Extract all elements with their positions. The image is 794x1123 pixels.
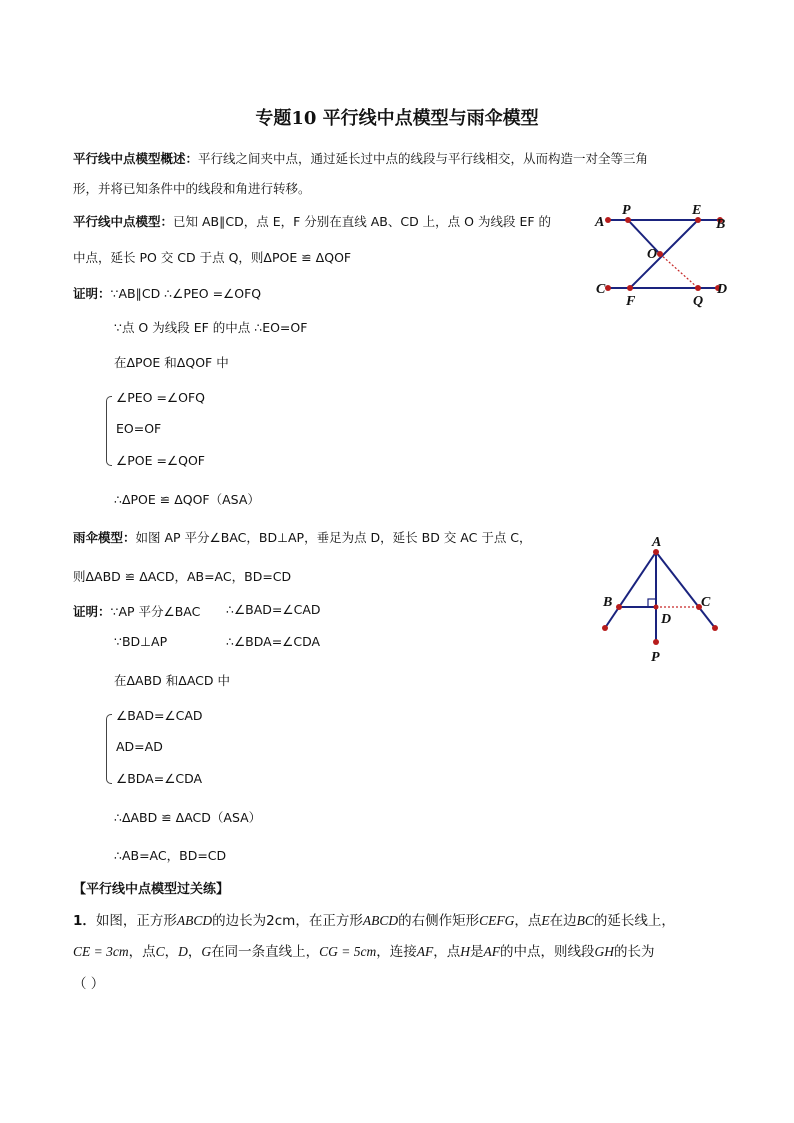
q1-abcd: ABCD: [176, 913, 213, 928]
q1-text-d: 的右侧作矩形: [398, 913, 480, 929]
model1-proof-1-text: ∵AB∥CD ∴∠PEO =∠OFQ: [110, 286, 262, 301]
q1-af-2: AF: [483, 944, 500, 959]
model1-cond-3: ∠POE =∠QOF: [116, 453, 206, 468]
q1-abcd-2: ABCD: [362, 913, 399, 928]
model2-cond-1: ∠BAD=∠CAD: [116, 708, 203, 723]
label-P: P: [622, 203, 631, 218]
q1-text-a: 如图，正方形: [95, 913, 177, 929]
label-D2: D: [661, 612, 672, 627]
q1-af: AF: [416, 944, 434, 959]
model2-text-1: 如图 AP 平分∠BAC，BD⊥AP，垂足为点 D，延长 BD 交 AC 于点 C，: [135, 530, 532, 545]
q1-point-h: H: [460, 944, 470, 959]
model2-proof-2b: ∴∠BDA=∠CDA: [226, 634, 321, 649]
q1-cg: CG = 5cm: [319, 944, 377, 959]
q1-point-g: G: [201, 944, 212, 959]
q1-text-f: 在边: [549, 913, 577, 929]
practice-heading: 【平行线中点模型过关练】: [73, 882, 230, 897]
label-B2: B: [603, 595, 613, 610]
label-C2: C: [701, 595, 711, 610]
intro-text-1: 平行线之间夹中点，通过延长过中点的线段与平行线相交，从而构造一对全等三角: [198, 151, 649, 166]
model2-in-triangle: 在ΔABD 和ΔACD 中: [114, 673, 230, 688]
model2-proof-1b: ∴∠BAD=∠CAD: [226, 602, 321, 617]
q1-text-k: ，点: [433, 944, 461, 960]
page-title: 专题10 平行线中点模型与雨伞模型: [255, 108, 539, 129]
intro-line-1: [73, 149, 648, 167]
q1-text-e: ，点: [514, 913, 542, 929]
model1-brace: [106, 396, 112, 466]
model1-proof-2: ∵点 O 为线段 EF 的中点 ∴EO=OF: [114, 320, 308, 335]
model1-label: 平行线中点模型：: [73, 214, 174, 229]
question-1-number: 1．: [73, 913, 96, 929]
model2-conclusion-2: ∴AB=AC，BD=CD: [114, 848, 227, 863]
q1-bc: BC: [576, 913, 594, 928]
segment-ef: [630, 220, 698, 288]
question-1-line-1: [73, 909, 675, 929]
model1-line-1: [73, 212, 551, 230]
intro-line-2: 形，并将已知条件中的线段和角进行转移。: [73, 181, 311, 196]
model2-proof-label: 证明：: [73, 604, 111, 619]
intro-label: 平行线中点模型概述：: [73, 151, 199, 166]
model1-proof-label: 证明：: [73, 286, 111, 301]
model2-cond-2: AD=AD: [116, 739, 163, 754]
q1-cefg: CEFG: [479, 913, 515, 928]
q1-sep-1: ，: [164, 944, 179, 960]
q1-gh: GH: [594, 944, 614, 959]
label-C: C: [596, 282, 606, 297]
model2-line-1: [73, 528, 532, 546]
q1-text-l: 是: [469, 944, 484, 960]
label-Q: Q: [693, 294, 704, 309]
question-1-answer-paren: （ ）: [73, 976, 105, 992]
model2-proof-1: [73, 602, 200, 620]
model2-line-2: 则ΔABD ≌ ΔACD，AB=AC，BD=CD: [73, 569, 292, 584]
model2-label: 雨伞模型：: [73, 530, 136, 545]
q1-text-j: ，连接: [376, 944, 417, 960]
label-A2: A: [652, 535, 662, 550]
model2-brace: [106, 714, 112, 784]
model2-cond-3: ∠BDA=∠CDA: [116, 771, 203, 786]
label-F: F: [626, 294, 636, 309]
label-B: B: [716, 217, 726, 232]
model1-cond-1: ∠PEO =∠OFQ: [116, 390, 206, 405]
model1-conclusion: ∴ΔPOE ≌ ΔQOF（ASA）: [114, 492, 260, 507]
model2-proof-2a: ∵BD⊥AP: [114, 634, 168, 649]
model2-proof-1a: ∵AP 平分∠BAC: [110, 604, 201, 619]
q1-side: 2cm: [266, 913, 296, 929]
model1-text-1: 已知 AB∥CD，点 E，F 分别在直线 AB、CD 上，点 O 为线段 EF 的: [173, 214, 552, 229]
q1-text-i: 在同一条直线上，: [211, 944, 320, 960]
label-A: A: [595, 215, 605, 230]
q1-point-d: D: [178, 944, 188, 959]
q1-point-e: E: [541, 913, 550, 928]
q1-text-n: 的长为: [613, 944, 655, 960]
line-ab-ext: [605, 552, 656, 628]
q1-sep-2: ，: [187, 944, 202, 960]
model1-in-triangle: 在ΔPOE 和ΔQOF 中: [114, 355, 229, 370]
q1-point-c: C: [155, 944, 165, 959]
segment-oq-dashed: [660, 254, 698, 288]
label-P2: P: [651, 650, 660, 665]
q1-text-g: 的延长线上，: [593, 913, 675, 929]
q1-text-m: 的中点，则线段: [499, 944, 595, 960]
parallel-midpoint-figure: [588, 198, 738, 310]
label-D: D: [717, 282, 728, 297]
model1-line-2: 中点，延长 PO 交 CD 于点 Q，则ΔPOE ≌ ΔQOF: [73, 250, 352, 265]
q1-text-h: ，点: [128, 944, 156, 960]
q1-text-b: 的边长为: [212, 913, 267, 929]
label-E: E: [692, 203, 702, 218]
model1-proof-1: [73, 284, 261, 302]
q1-ce: CE = 3cm: [73, 944, 129, 959]
q1-text-c: ，在正方形: [295, 913, 363, 929]
label-O: O: [647, 247, 658, 262]
question-1-line-2: [73, 940, 654, 960]
umbrella-figure: [594, 530, 734, 670]
model2-conclusion-1: ∴ΔABD ≌ ΔACD（ASA）: [114, 810, 262, 825]
model1-cond-2: EO=OF: [116, 421, 162, 436]
